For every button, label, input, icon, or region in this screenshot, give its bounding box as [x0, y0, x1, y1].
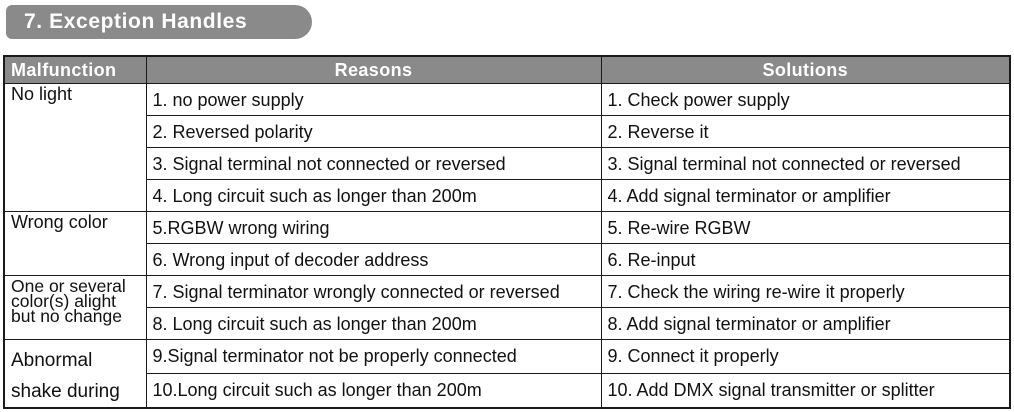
reason-cell: 8. Long circuit such as longer than 200m [146, 308, 601, 340]
table-row [4, 148, 1010, 180]
solution-cell: 8. Add signal terminator or amplifier [601, 308, 1010, 340]
solution-cell: 6. Re-input [601, 244, 1010, 276]
table-row [4, 244, 1010, 276]
header-malfunction: Malfunction [4, 56, 146, 84]
reason-cell: 6. Wrong input of decoder address [146, 244, 601, 276]
solution-cell: 1. Check power supply [601, 84, 1010, 116]
reason-cell: 5.RGBW wrong wiring [146, 212, 601, 244]
malfunction-line: but no change [11, 306, 122, 326]
reason-cell: 9.Signal terminator not be properly connected [146, 340, 601, 374]
malfunction-cell [4, 276, 146, 340]
solution-cell: 10. Add DMX signal transmitter or splitter [601, 373, 1010, 408]
malfunction-cell: No light [4, 84, 146, 212]
solution-cell: 2. Reverse it [601, 116, 1010, 148]
exception-table [3, 55, 1011, 409]
reason-cell: 3. Signal terminal not connected or reversed [146, 148, 601, 180]
solution-cell: 9. Connect it properly [601, 340, 1010, 374]
reason-cell: 10.Long circuit such as longer than 200m [146, 373, 601, 408]
reason-cell: 4. Long circuit such as longer than 200m [146, 180, 601, 212]
solution-cell: 5. Re-wire RGBW [601, 212, 1010, 244]
solution-cell: 3. Signal terminal not connected or reversed [601, 148, 1010, 180]
malfunction-line: Abnormal [11, 350, 93, 371]
table-row [4, 276, 1010, 308]
table-row [4, 340, 1010, 374]
table-row [4, 308, 1010, 340]
table-row [4, 116, 1010, 148]
malfunction-cell: Wrong color [4, 212, 146, 276]
header-row [4, 56, 1010, 84]
header-solutions: Solutions [601, 56, 1010, 84]
malfunction-cell [4, 340, 146, 409]
section-title: 7. Exception Handles [6, 5, 312, 39]
header-reasons: Reasons [146, 56, 601, 84]
solution-cell: 4. Add signal terminator or amplifier [601, 180, 1010, 212]
table-row [4, 180, 1010, 212]
malfunction-line: shake during [11, 381, 120, 402]
table-row [4, 373, 1010, 408]
reason-cell: 2. Reversed polarity [146, 116, 601, 148]
table-row [4, 84, 1010, 116]
malfunction-line: color(s) alight [11, 291, 117, 311]
table-row [4, 212, 1010, 244]
malfunction-line: One or several [11, 276, 126, 296]
solution-cell: 7. Check the wiring re-wire it properly [601, 276, 1010, 308]
reason-cell: 7. Signal terminator wrongly connected or reversed [146, 276, 601, 308]
reason-cell: 1. no power supply [146, 84, 601, 116]
